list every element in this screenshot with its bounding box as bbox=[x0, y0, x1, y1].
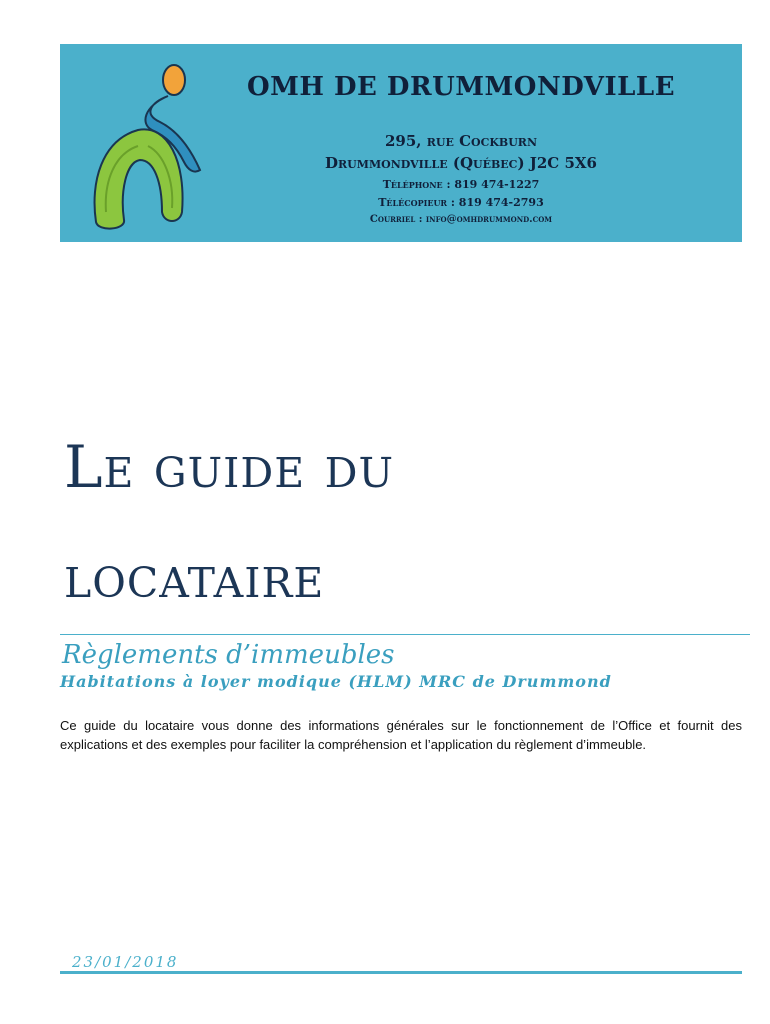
email-address[interactable]: Courriel : info@omhdrummond.com bbox=[369, 214, 553, 225]
document-subtitle: Règlements d’immeubles bbox=[62, 640, 395, 670]
document-title-line1: Le guide du bbox=[64, 433, 395, 501]
document-title-line2: locataire bbox=[64, 543, 325, 611]
document-title bbox=[64, 412, 724, 632]
header-banner bbox=[60, 44, 742, 242]
organization-name: OMH DE DRUMMONDVILLE bbox=[246, 72, 676, 102]
address-street: 295, rue Cockburn bbox=[384, 132, 538, 150]
title-divider bbox=[60, 634, 750, 635]
address-city: Drummondville (Québec) J2C 5X6 bbox=[325, 154, 597, 172]
footer-divider bbox=[60, 971, 742, 974]
phone-number: Téléphone : 819 474-1227 bbox=[382, 178, 540, 191]
fax-number: Télécopieur : 819 474-2793 bbox=[378, 196, 544, 209]
intro-paragraph: Ce guide du locataire vous donne des informations générales sur le fonctionnement de l’Office et fournit des explications et des exemples pour faciliter la compréhension et l’application du règlement d’immeuble. bbox=[60, 718, 742, 752]
document-date: 23/01/2018 bbox=[72, 953, 179, 971]
document-subtitle-secondary: Habitations à loyer modique (HLM) MRC de Drummond bbox=[60, 672, 612, 691]
